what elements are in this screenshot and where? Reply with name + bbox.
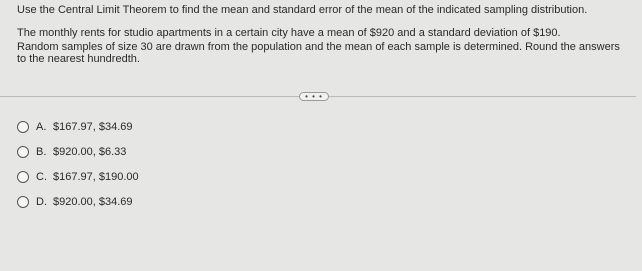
radio-button-b[interactable] bbox=[17, 146, 29, 158]
question-instruction: Use the Central Limit Theorem to find the mean and standard error of the mean of the indicated sampling distribution. bbox=[17, 4, 588, 16]
radio-button-a[interactable] bbox=[17, 121, 29, 133]
more-button[interactable]: • • • bbox=[299, 92, 329, 101]
choice-text-b: $920.00, $6.33 bbox=[53, 146, 127, 158]
problem-line-1: The monthly rents for studio apartments in a certain city have a mean of $920 and a standard deviation of $190. bbox=[17, 27, 561, 39]
choice-letter-d: D. bbox=[36, 196, 47, 208]
radio-button-c[interactable] bbox=[17, 171, 29, 183]
choice-letter-a: A. bbox=[36, 121, 47, 133]
problem-line-2: Random samples of size 30 are drawn from the population and the mean of each sample is determined. Round the answers to the nearest hundredth. bbox=[17, 41, 620, 65]
choice-letter-b: B. bbox=[36, 146, 47, 158]
problem-text bbox=[17, 27, 627, 67]
choice-text-d: $920.00, $34.69 bbox=[53, 196, 133, 208]
choice-a[interactable] bbox=[17, 118, 317, 136]
choice-text-c: $167.97, $190.00 bbox=[53, 171, 139, 183]
radio-button-d[interactable] bbox=[17, 196, 29, 208]
choice-c[interactable] bbox=[17, 168, 317, 186]
answer-choices bbox=[17, 118, 317, 218]
choice-letter-c: C. bbox=[36, 171, 47, 183]
choice-b[interactable] bbox=[17, 143, 317, 161]
choice-d[interactable] bbox=[17, 193, 317, 211]
choice-text-a: $167.97, $34.69 bbox=[53, 121, 133, 133]
